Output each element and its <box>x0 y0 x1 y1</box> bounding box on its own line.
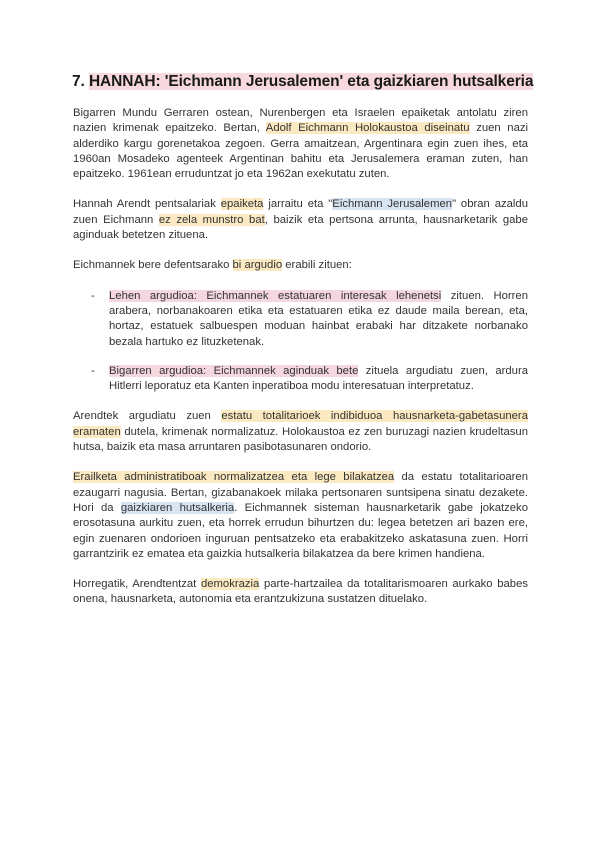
highlight-yellow: ez zela munstro bat <box>158 213 265 226</box>
highlight-pink: Bigarren argudioa: Eichmannek aginduak bete <box>109 364 359 377</box>
paragraph-6 <box>73 577 528 608</box>
highlight-yellow: Erailketa administratiboak normalizatzea eta lege bilakatzea <box>73 471 395 484</box>
paragraph-1 <box>73 106 528 182</box>
list-item <box>73 364 528 395</box>
text-run: zituen. Horren arabera, norbanakoaren etika eta estatuaren etika ez daude maila berean, eta, hortaz, estatuek salbuespen moduan hainbat erabaki har ditzakete norbanako bezala hartuko ez lituzketenak. <box>109 289 528 348</box>
highlight-yellow: epaiketa <box>220 198 264 211</box>
text-run: zituela argudiatu zuen, ardura Hitlerri leporatuz eta Kanten inperatiboa modu interesatuan interpretatuz. <box>109 364 529 393</box>
paragraph-3 <box>73 258 528 273</box>
text-run: Horregatik, Arendtentzat <box>73 578 201 591</box>
highlight-yellow: demokrazia <box>200 578 260 591</box>
section-number: 7. <box>72 73 89 90</box>
text-run: erabili zituen: <box>282 259 352 272</box>
text-run: dutela, krimenak normalizatuz. Holokaustoa ez zen buruzagi nazien krudeltasun hutsa, baizik eta masa arruntaren pasibotasunaren ondorio. <box>73 425 528 454</box>
highlight-blue: Eichmann Jerusalemen <box>332 198 453 211</box>
highlight-yellow: estatu totalitarioek indibiduoa hausnarketa-gabetasunera eramaten <box>73 410 528 438</box>
paragraph-2 <box>73 197 528 243</box>
text-run: jarraitu eta " <box>263 198 333 211</box>
text-run: Hannah Arendt pentsalariak <box>73 198 221 211</box>
paragraph-5 <box>73 470 528 562</box>
text-run: Arendtek argudiatu zuen <box>73 410 222 423</box>
document-body <box>73 106 528 623</box>
text-run: zuen nazi alderdiko kargu gorenetakoa zegoen. Gerra amaitzean, Argentinara egin zuen ihes, eta 1960an Mosadeko agenteek Argentinan bahitu eta Jerusalemera eraman zuten, han epaitzeko. 1961ean erruduntzat jo eta 1962an exekutatu zuten. <box>73 122 529 181</box>
text-run: Bigarren Mundu Gerraren ostean, Nurenbergen eta Israelen epaiketak antolatu ziren nazien krimenak epaitzeko. Bertan, <box>73 107 528 135</box>
text-run: Eichmannek bere defentsarako <box>73 259 233 272</box>
list-dash: - <box>91 364 95 377</box>
highlight-pink: Lehen argudioa: Eichmannek estatuaren interesak lehenetsi <box>109 289 442 302</box>
highlight-yellow: bi argudio <box>232 259 283 272</box>
text-run: . Eichmannek sisteman hausnarketarik gabe jokatzeko erosotasuna aurkitu zuen, eta horrek errudun bihurtzen du: legea betetzen ari bazen ere, egin zuenaren ondorioen inguruan pentsatzeko eta erabakitzeko askatasuna zuen. Horri garrantzirik ez ematea eta gaizkia hutsalkeria bilakatzea da bere krimen handiena. <box>73 501 528 560</box>
highlight-blue: gaizkiaren hutsalkeria <box>120 501 235 514</box>
paragraph-4 <box>73 409 528 455</box>
text-run: parte-hartzailea da totalitarismoaren aurkako babes onena, hausnarketa, autonomia eta erantzukizuna sustatzen dituelako. <box>73 578 528 606</box>
list-dash: - <box>91 289 95 302</box>
text-run: , baizik eta pertsona arrunta, hausnarketarik gabe aginduak betetzen zituena. <box>73 213 528 242</box>
list-item <box>73 289 528 350</box>
text-run: da estatu totalitarioaren ezaugarri nagusia. Bertan, gizabanakoek milaka pertsonaren suntsipena sinatu dezakete. Hori da <box>73 471 528 514</box>
highlight-yellow: Adolf Eichmann Holokaustoa diseinatu <box>265 122 470 135</box>
text-run: " obran azaldu zuen Eichmann <box>73 198 528 226</box>
section-title <box>72 72 533 92</box>
section-title-text: HANNAH: 'Eichmann Jerusalemen' eta gaizkiaren hutsalkeria <box>88 73 534 90</box>
argument-list <box>73 289 528 395</box>
